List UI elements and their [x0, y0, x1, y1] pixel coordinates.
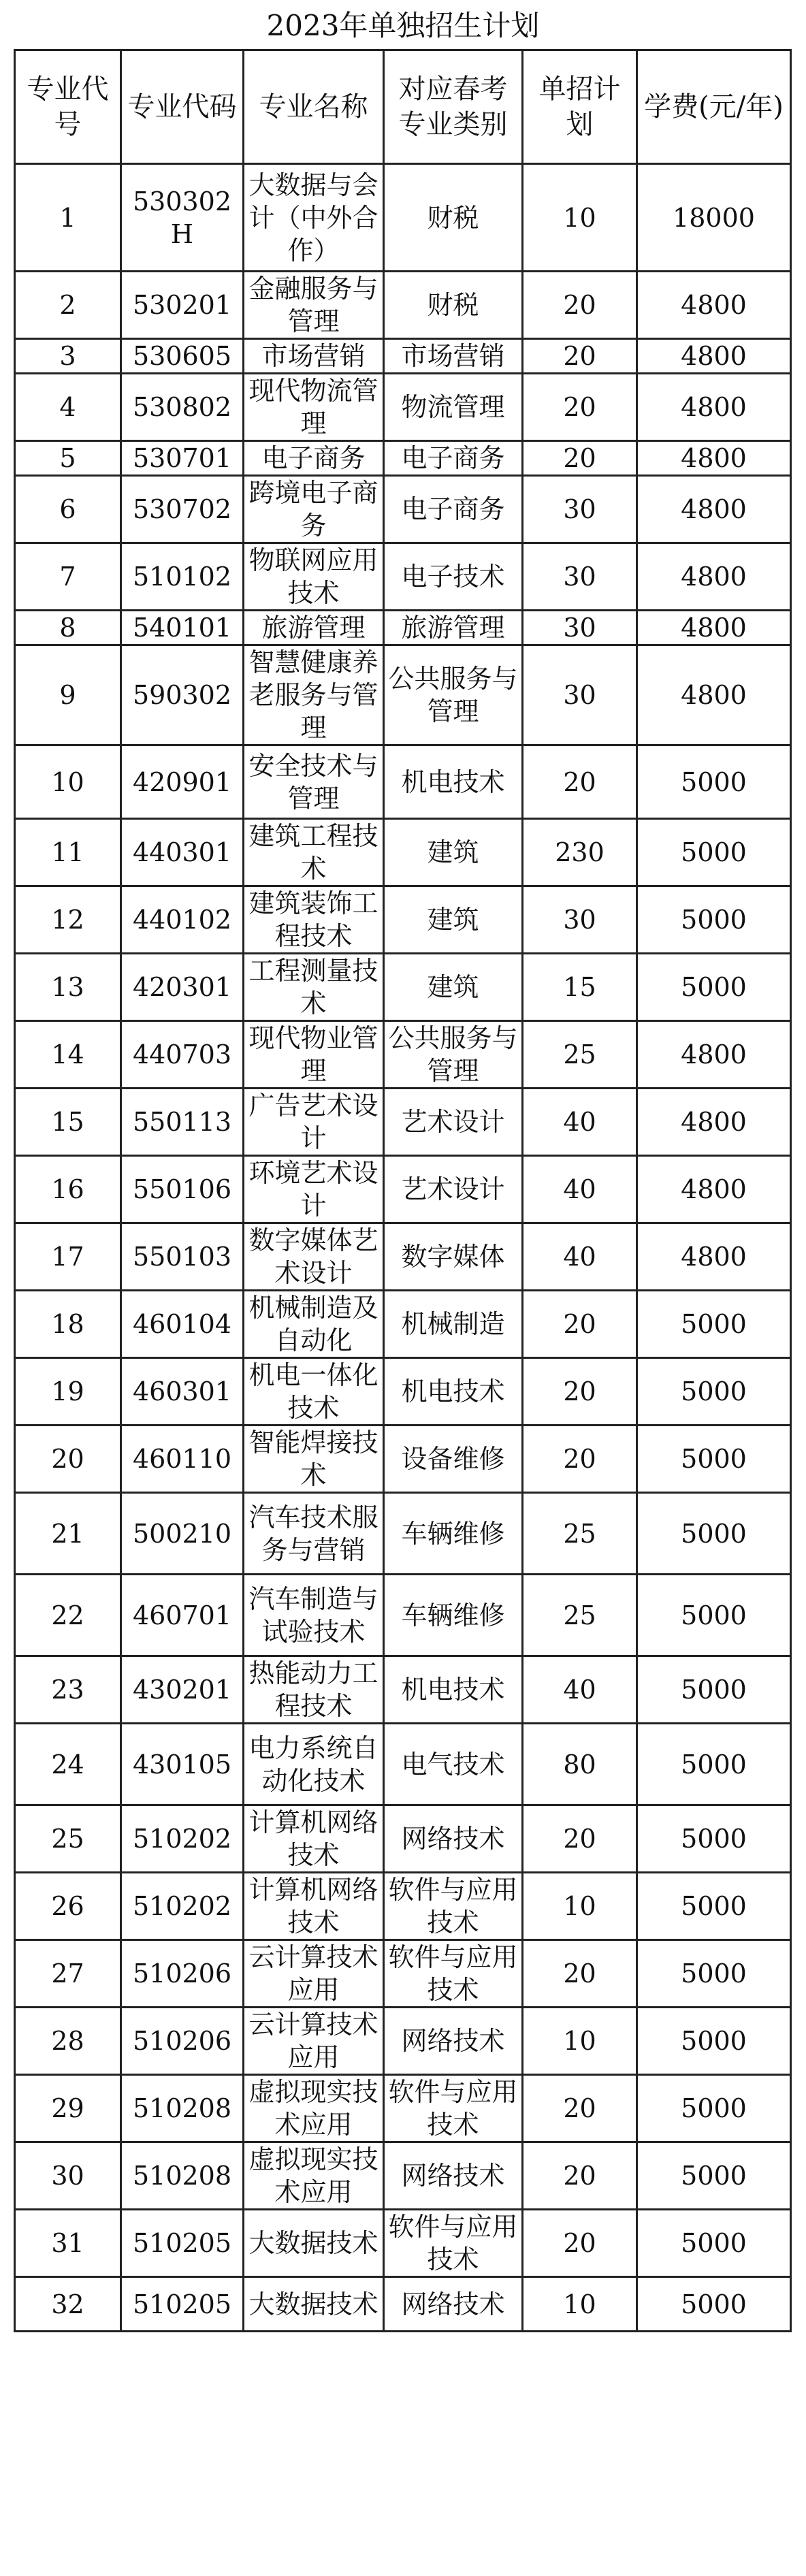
cell-major-name: 物联网应用技术	[244, 543, 384, 611]
cell-major-name: 大数据技术	[244, 2277, 384, 2332]
table-row	[15, 1426, 791, 1493]
cell-plan-count: 20	[523, 2075, 637, 2142]
cell-major-name: 广告艺术设计	[244, 1089, 384, 1156]
cell-tuition: 4800	[637, 339, 791, 374]
cell-tuition: 4800	[637, 374, 791, 441]
table-row	[15, 954, 791, 1021]
cell-plan-count: 20	[523, 745, 637, 819]
cell-major-code: 550106	[121, 1156, 244, 1223]
cell-major-number: 16	[15, 1156, 121, 1223]
table-row	[15, 2008, 791, 2075]
cell-major-number: 12	[15, 886, 121, 954]
cell-major-code: 420901	[121, 745, 244, 819]
cell-major-name: 汽车制造与试验技术	[244, 1575, 384, 1656]
cell-exam-category: 网络技术	[384, 2008, 523, 2075]
cell-exam-category: 软件与应用技术	[384, 1940, 523, 2008]
cell-tuition: 5000	[637, 819, 791, 886]
cell-major-code: 530802	[121, 374, 244, 441]
cell-plan-count: 20	[523, 374, 637, 441]
cell-tuition: 5000	[637, 1575, 791, 1656]
cell-major-code: 420301	[121, 954, 244, 1021]
cell-tuition: 5000	[637, 1805, 791, 1873]
cell-plan-count: 10	[523, 2277, 637, 2332]
cell-major-code: 460110	[121, 1426, 244, 1493]
cell-tuition: 5000	[637, 2008, 791, 2075]
cell-major-name: 云计算技术应用	[244, 2008, 384, 2075]
cell-major-name: 机械制造及自动化	[244, 1291, 384, 1358]
cell-major-code: 510208	[121, 2142, 244, 2210]
cell-exam-category: 财税	[384, 164, 523, 272]
cell-major-name: 智慧健康养老服务与管理	[244, 645, 384, 745]
table-row	[15, 1021, 791, 1089]
table-row	[15, 374, 791, 441]
cell-plan-count: 20	[523, 1805, 637, 1873]
cell-major-code: 530201	[121, 272, 244, 339]
cell-major-code: 440301	[121, 819, 244, 886]
cell-plan-count: 20	[523, 2142, 637, 2210]
cell-exam-category: 艺术设计	[384, 1089, 523, 1156]
cell-major-name: 金融服务与管理	[244, 272, 384, 339]
cell-major-name: 安全技术与管理	[244, 745, 384, 819]
cell-exam-category: 市场营销	[384, 339, 523, 374]
header-major-code: 专业代码	[121, 50, 244, 164]
cell-tuition: 5000	[637, 1358, 791, 1426]
cell-plan-count: 25	[523, 1493, 637, 1575]
cell-major-number: 32	[15, 2277, 121, 2332]
cell-major-number: 5	[15, 441, 121, 476]
table-row	[15, 543, 791, 611]
cell-major-number: 6	[15, 476, 121, 543]
cell-plan-count: 25	[523, 1575, 637, 1656]
cell-tuition: 5000	[637, 745, 791, 819]
cell-exam-category: 电子商务	[384, 441, 523, 476]
table-title: 2023年单独招生计划	[266, 9, 540, 42]
cell-exam-category: 机电技术	[384, 1358, 523, 1426]
cell-major-code: 440703	[121, 1021, 244, 1089]
cell-major-name: 建筑装饰工程技术	[244, 886, 384, 954]
cell-major-name: 虚拟现实技术应用	[244, 2142, 384, 2210]
cell-plan-count: 40	[523, 1156, 637, 1223]
enrollment-plan-table	[14, 49, 792, 2332]
cell-tuition: 5000	[637, 2075, 791, 2142]
cell-exam-category: 网络技术	[384, 1805, 523, 1873]
header-plan-count: 单招计划	[523, 50, 637, 164]
cell-major-code: 460301	[121, 1358, 244, 1426]
cell-major-code: 510206	[121, 1940, 244, 2008]
cell-tuition: 5000	[637, 1656, 791, 1724]
table-row	[15, 2210, 791, 2277]
cell-plan-count: 30	[523, 611, 637, 645]
cell-exam-category: 车辆维修	[384, 1575, 523, 1656]
cell-major-number: 19	[15, 1358, 121, 1426]
header-tuition: 学费(元/年)	[637, 50, 791, 164]
cell-tuition: 4800	[637, 476, 791, 543]
cell-plan-count: 20	[523, 1426, 637, 1493]
cell-major-number: 4	[15, 374, 121, 441]
cell-major-number: 1	[15, 164, 121, 272]
table-row	[15, 1873, 791, 1940]
header-exam-category: 对应春考专业类别	[384, 50, 523, 164]
cell-plan-count: 20	[523, 1291, 637, 1358]
header-row	[15, 50, 791, 164]
cell-major-number: 13	[15, 954, 121, 1021]
cell-tuition: 5000	[637, 1724, 791, 1805]
cell-plan-count: 20	[523, 272, 637, 339]
cell-exam-category: 软件与应用技术	[384, 1873, 523, 1940]
cell-tuition: 5000	[637, 1493, 791, 1575]
table-row	[15, 1089, 791, 1156]
cell-major-name: 大数据与会计（中外合作）	[244, 164, 384, 272]
table-row	[15, 1493, 791, 1575]
cell-major-name: 建筑工程技术	[244, 819, 384, 886]
cell-major-code: 530702	[121, 476, 244, 543]
cell-exam-category: 公共服务与管理	[384, 1021, 523, 1089]
cell-tuition: 5000	[637, 2277, 791, 2332]
table-row	[15, 441, 791, 476]
cell-major-name: 数字媒体艺术设计	[244, 1223, 384, 1291]
table-row	[15, 886, 791, 954]
cell-major-name: 汽车技术服务与营销	[244, 1493, 384, 1575]
cell-exam-category: 公共服务与管理	[384, 645, 523, 745]
cell-plan-count: 30	[523, 886, 637, 954]
cell-exam-category: 软件与应用技术	[384, 2075, 523, 2142]
cell-plan-count: 20	[523, 1940, 637, 2008]
cell-major-number: 24	[15, 1724, 121, 1805]
cell-major-code: 510206	[121, 2008, 244, 2075]
cell-major-name: 电子商务	[244, 441, 384, 476]
table-row	[15, 1724, 791, 1805]
table-header	[15, 50, 791, 164]
cell-tuition: 4800	[637, 543, 791, 611]
cell-plan-count: 40	[523, 1656, 637, 1724]
cell-major-number: 22	[15, 1575, 121, 1656]
cell-exam-category: 机械制造	[384, 1291, 523, 1358]
table-row	[15, 745, 791, 819]
cell-exam-category: 数字媒体	[384, 1223, 523, 1291]
cell-major-number: 11	[15, 819, 121, 886]
table-row	[15, 611, 791, 645]
table-row	[15, 2142, 791, 2210]
cell-major-name: 工程测量技术	[244, 954, 384, 1021]
cell-major-name: 现代物流管理	[244, 374, 384, 441]
cell-major-number: 15	[15, 1089, 121, 1156]
cell-major-number: 23	[15, 1656, 121, 1724]
cell-exam-category: 建筑	[384, 819, 523, 886]
cell-major-number: 29	[15, 2075, 121, 2142]
cell-major-number: 25	[15, 1805, 121, 1873]
cell-plan-count: 10	[523, 164, 637, 272]
cell-exam-category: 软件与应用技术	[384, 2210, 523, 2277]
cell-plan-count: 20	[523, 441, 637, 476]
cell-major-number: 3	[15, 339, 121, 374]
header-major-number: 专业代号	[15, 50, 121, 164]
cell-major-code: 550113	[121, 1089, 244, 1156]
cell-major-code: 540101	[121, 611, 244, 645]
cell-plan-count: 15	[523, 954, 637, 1021]
cell-tuition: 4800	[637, 1089, 791, 1156]
cell-major-code: 440102	[121, 886, 244, 954]
cell-tuition: 4800	[637, 1021, 791, 1089]
table-row	[15, 164, 791, 272]
cell-tuition: 5000	[637, 2142, 791, 2210]
table-row	[15, 1156, 791, 1223]
cell-major-code: 590302	[121, 645, 244, 745]
cell-major-name: 计算机网络技术	[244, 1805, 384, 1873]
cell-exam-category: 艺术设计	[384, 1156, 523, 1223]
table-row	[15, 272, 791, 339]
cell-tuition: 5000	[637, 1291, 791, 1358]
cell-tuition: 5000	[637, 1873, 791, 1940]
cell-major-number: 30	[15, 2142, 121, 2210]
cell-major-code: 510202	[121, 1805, 244, 1873]
cell-major-name: 市场营销	[244, 339, 384, 374]
cell-major-number: 9	[15, 645, 121, 745]
cell-tuition: 18000	[637, 164, 791, 272]
cell-tuition: 4800	[637, 1223, 791, 1291]
cell-exam-category: 建筑	[384, 954, 523, 1021]
cell-major-number: 27	[15, 1940, 121, 2008]
cell-major-name: 环境艺术设计	[244, 1156, 384, 1223]
cell-tuition: 5000	[637, 954, 791, 1021]
cell-plan-count: 40	[523, 1223, 637, 1291]
cell-major-code: 530605	[121, 339, 244, 374]
cell-major-number: 14	[15, 1021, 121, 1089]
cell-major-name: 跨境电子商务	[244, 476, 384, 543]
cell-major-number: 31	[15, 2210, 121, 2277]
cell-tuition: 4800	[637, 645, 791, 745]
table-row	[15, 819, 791, 886]
cell-tuition: 4800	[637, 611, 791, 645]
table-row	[15, 339, 791, 374]
cell-plan-count: 80	[523, 1724, 637, 1805]
cell-exam-category: 机电技术	[384, 1656, 523, 1724]
cell-major-name: 旅游管理	[244, 611, 384, 645]
cell-major-name: 现代物业管理	[244, 1021, 384, 1089]
cell-exam-category: 网络技术	[384, 2277, 523, 2332]
cell-major-code: 510205	[121, 2210, 244, 2277]
cell-major-number: 20	[15, 1426, 121, 1493]
cell-exam-category: 设备维修	[384, 1426, 523, 1493]
cell-major-code: 510202	[121, 1873, 244, 1940]
table-row	[15, 1358, 791, 1426]
cell-major-code: 430201	[121, 1656, 244, 1724]
cell-major-name: 机电一体化技术	[244, 1358, 384, 1426]
cell-exam-category: 电气技术	[384, 1724, 523, 1805]
cell-major-number: 28	[15, 2008, 121, 2075]
cell-plan-count: 10	[523, 2008, 637, 2075]
cell-exam-category: 建筑	[384, 886, 523, 954]
cell-plan-count: 25	[523, 1021, 637, 1089]
header-major-name: 专业名称	[244, 50, 384, 164]
cell-major-code: 530701	[121, 441, 244, 476]
cell-major-name: 热能动力工程技术	[244, 1656, 384, 1724]
cell-plan-count: 20	[523, 339, 637, 374]
cell-major-code: 430105	[121, 1724, 244, 1805]
cell-major-number: 2	[15, 272, 121, 339]
cell-major-code: 500210	[121, 1493, 244, 1575]
cell-major-code: 460104	[121, 1291, 244, 1358]
table-row	[15, 1805, 791, 1873]
table-row	[15, 1575, 791, 1656]
table-row	[15, 1291, 791, 1358]
cell-tuition: 5000	[637, 2210, 791, 2277]
cell-exam-category: 网络技术	[384, 2142, 523, 2210]
cell-major-code: 460701	[121, 1575, 244, 1656]
table-row	[15, 476, 791, 543]
cell-tuition: 4800	[637, 1156, 791, 1223]
cell-tuition: 5000	[637, 1426, 791, 1493]
table-row	[15, 2277, 791, 2332]
cell-major-number: 8	[15, 611, 121, 645]
cell-major-number: 26	[15, 1873, 121, 1940]
cell-major-number: 10	[15, 745, 121, 819]
cell-major-code: 510102	[121, 543, 244, 611]
cell-major-name: 大数据技术	[244, 2210, 384, 2277]
cell-plan-count: 230	[523, 819, 637, 886]
cell-plan-count: 30	[523, 543, 637, 611]
table-row	[15, 2075, 791, 2142]
cell-major-number: 18	[15, 1291, 121, 1358]
table-row	[15, 1656, 791, 1724]
cell-major-name: 电力系统自动化技术	[244, 1724, 384, 1805]
cell-plan-count: 10	[523, 1873, 637, 1940]
cell-exam-category: 机电技术	[384, 745, 523, 819]
cell-tuition: 4800	[637, 272, 791, 339]
table-row	[15, 1223, 791, 1291]
table-row	[15, 1940, 791, 2008]
cell-plan-count: 20	[523, 1358, 637, 1426]
cell-plan-count: 30	[523, 476, 637, 543]
cell-exam-category: 物流管理	[384, 374, 523, 441]
cell-tuition: 5000	[637, 1940, 791, 2008]
cell-major-code: 510208	[121, 2075, 244, 2142]
cell-major-code: 510205	[121, 2277, 244, 2332]
cell-major-number: 21	[15, 1493, 121, 1575]
cell-plan-count: 30	[523, 645, 637, 745]
cell-major-name: 虚拟现实技术应用	[244, 2075, 384, 2142]
cell-major-name: 智能焊接技术	[244, 1426, 384, 1493]
cell-major-number: 7	[15, 543, 121, 611]
cell-major-number: 17	[15, 1223, 121, 1291]
cell-exam-category: 车辆维修	[384, 1493, 523, 1575]
cell-exam-category: 电子技术	[384, 543, 523, 611]
cell-major-code: 550103	[121, 1223, 244, 1291]
cell-plan-count: 20	[523, 2210, 637, 2277]
table-body	[15, 164, 791, 2332]
cell-major-name: 云计算技术应用	[244, 1940, 384, 2008]
cell-tuition: 4800	[637, 441, 791, 476]
cell-exam-category: 电子商务	[384, 476, 523, 543]
table-row	[15, 645, 791, 745]
cell-major-code: 530302H	[121, 164, 244, 272]
cell-tuition: 5000	[637, 886, 791, 954]
cell-major-name: 计算机网络技术	[244, 1873, 384, 1940]
cell-exam-category: 财税	[384, 272, 523, 339]
cell-exam-category: 旅游管理	[384, 611, 523, 645]
cell-plan-count: 40	[523, 1089, 637, 1156]
